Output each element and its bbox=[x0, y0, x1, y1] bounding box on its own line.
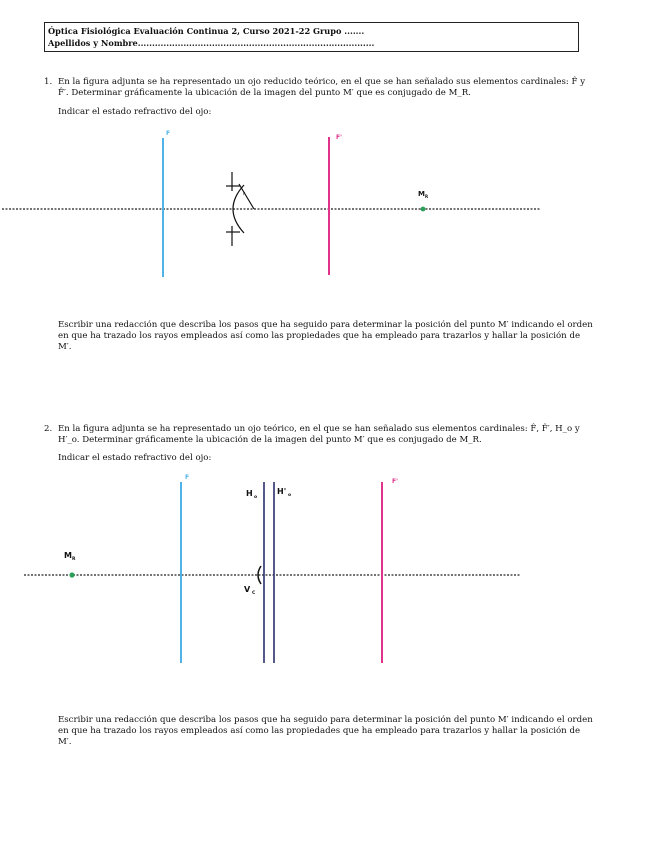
q2-label-MR: M bbox=[64, 551, 72, 560]
q2-number: 2. bbox=[44, 424, 53, 434]
q2-point-MR bbox=[69, 572, 74, 577]
header-box bbox=[44, 22, 579, 52]
header-name-field: Apellidos y Nombre................................................................................... bbox=[48, 38, 375, 48]
q2-figure bbox=[0, 470, 655, 670]
q2-label-F: F bbox=[185, 474, 190, 481]
q1-point-MR bbox=[421, 207, 426, 212]
q1-label-Fprime: F' bbox=[336, 134, 342, 141]
q2-statement-line1: En la figura adjunta se ha representado un ojo teórico, en el que se han señalado sus elementos cardinales: F̂, F̂′, H_o y bbox=[58, 424, 580, 434]
q2-label-Hprime-o-sub: o bbox=[288, 493, 292, 498]
q1-instructions-line1: Escribir una redacción que describa los pasos que ha seguido para determinar la posición del punto M′ indicando el orden bbox=[58, 320, 593, 330]
q2-instructions-line2: en que ha trazado los rayos empleados así como las propiedades que ha empleado para trazarlos y hallar la posición de bbox=[58, 726, 581, 736]
q2-label-Ho-sub: o bbox=[254, 495, 258, 500]
q2-instructions bbox=[58, 715, 628, 748]
q1-statement-line2: F̂′. Determinar gráficamente la ubicación de la imagen del punto M′ que es conjugado de M_R. bbox=[58, 88, 471, 98]
q2-instructions-line1: Escribir una redacción que describa los pasos que ha seguido para determinar la posición del punto M′ indicando el orden bbox=[58, 715, 593, 725]
q2-instructions-line3: M′. bbox=[58, 737, 72, 747]
q1-instructions bbox=[58, 320, 628, 353]
q2-label-MR-sub: R bbox=[72, 557, 76, 562]
q2-statement bbox=[58, 424, 628, 446]
q2-label-Vc-sub: C bbox=[252, 591, 256, 596]
q1-label-MR-sub: R bbox=[425, 194, 429, 199]
q1-instructions-line2: en que ha trazado los rayos empleados así como las propiedades que ha empleado para trazarlos y hallar la posición de bbox=[58, 331, 581, 341]
q1-surface-mark: r bbox=[243, 191, 246, 197]
header-title: Óptica Fisiológica Evaluación Continua 2, Curso 2021-22 Grupo ....... bbox=[48, 26, 365, 36]
q1-figure bbox=[0, 125, 655, 285]
q2-refractive-state: Indicar el estado refractivo del ojo: bbox=[58, 453, 212, 463]
q1-radius-line bbox=[239, 184, 254, 209]
q2-label-Ho: H bbox=[246, 489, 253, 498]
q1-refractive-state: Indicar el estado refractivo del ojo: bbox=[58, 107, 212, 117]
q1-label-MR: M bbox=[418, 190, 425, 198]
q2-statement-line2: H′_o. Determinar gráficamente la ubicación de la imagen del punto M′ que es conjugado de M_R. bbox=[58, 435, 482, 445]
q1-statement-line1: En la figura adjunta se ha representado un ojo reducido teórico, en el que se han señalado sus elementos cardinales: F̂ y bbox=[58, 77, 586, 87]
q2-label-Fprime: F' bbox=[392, 478, 398, 485]
q1-instructions-line3: M′. bbox=[58, 342, 72, 352]
q1-statement bbox=[58, 77, 628, 99]
q2-label-Hprime-o: H' bbox=[277, 487, 287, 496]
q1-label-F: F bbox=[166, 130, 171, 137]
q1-number: 1. bbox=[44, 77, 53, 87]
q2-label-Vc: V bbox=[244, 585, 251, 594]
